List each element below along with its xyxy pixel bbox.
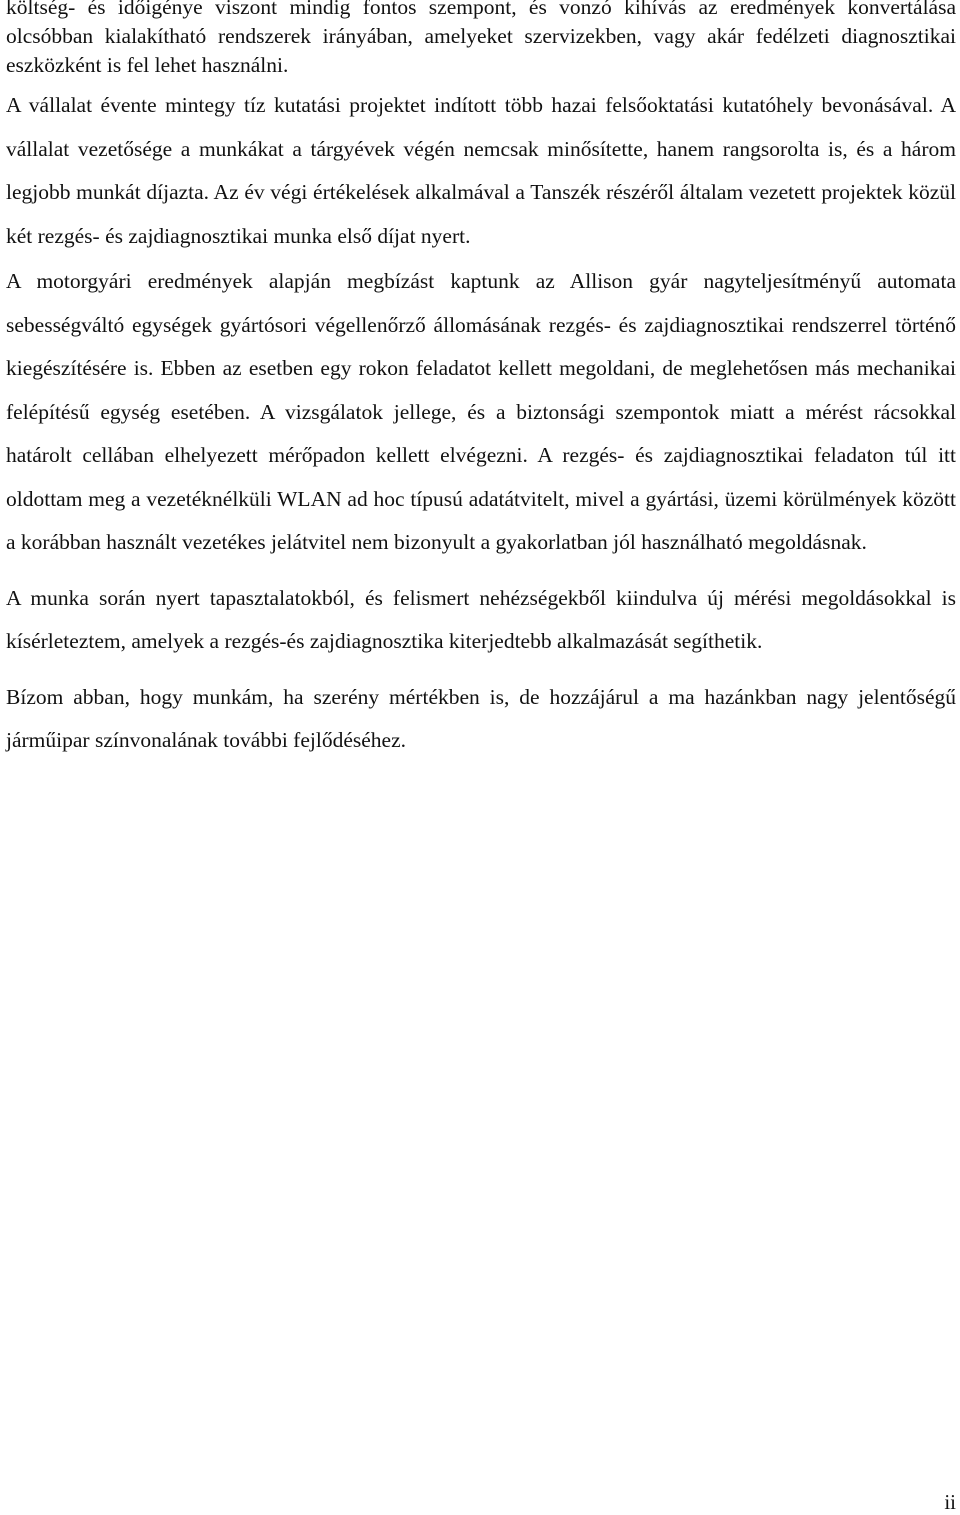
document-page — [6, 0, 956, 763]
paragraph-1: költség- és időigénye viszont mindig fontos szempont, és vonzó kihívás az eredmények konvertálása olcsóbban kialakítható rendszerek irányában, amelyeket szervizekben, vagy akár fedélzeti diagnosztikai eszközként is fel lehet használni. — [6, 0, 956, 77]
paragraph-2: A vállalat évente mintegy tíz kutatási projektet indított több hazai felsőoktatási kutatóhely bevonásával. A vállalat vezetősége a munkákat a tárgyévek végén nemcsak minősítette, hanem rangsorolta is, és a három legjobb munkát díjazta. Az év végi értékelések alkalmával a Tanszék részéről általam vezetett projektek közül két rezgés- és zajdiagnosztikai munka első díjat nyert. — [6, 93, 956, 248]
paragraph-5: Bízom abban, hogy munkám, ha szerény mértékben is, de hozzájárul a ma hazánkban nagy jelentőségű járműipar színvonalának további fejlődéséhez. — [6, 684, 956, 752]
page-number: ii — [944, 1490, 956, 1514]
paragraph-3: A motorgyári eredmények alapján megbízást kaptunk az Allison gyár nagyteljesítményű automata sebességváltó egységek gyártósori végellenőrző állomásának rezgés- és zajdiagnosztikai rendszerrel történő kiegészítésére is. Ebben az esetben egy rokon feladatot kellett megoldani, de meglehetősen más mechanikai felépítésű egység esetében. A vizsgálatok jellege, és a biztonsági szempontok miatt a mérést rácsokkal határolt cellában elhelyezett mérőpadon kellett elvégezni. A rezgés- és zajdiagnosztikai feladaton túl itt oldottam meg a vezetéknélküli WLAN ad hoc típusú adatátvitelt, mivel a gyártási, üzemi körülmények között a korábban használt vezetékes jelátvitel nem bizonyult a gyakorlatban jól használható megoldásnak. — [6, 269, 956, 554]
paragraph-4: A munka során nyert tapasztalatokból, és felismert nehézségekből kiindulva új mérési megoldásokkal is kísérleteztem, amelyek a rezgés-és zajdiagnosztika kiterjedtebb alkalmazását segíthetik. — [6, 585, 956, 653]
